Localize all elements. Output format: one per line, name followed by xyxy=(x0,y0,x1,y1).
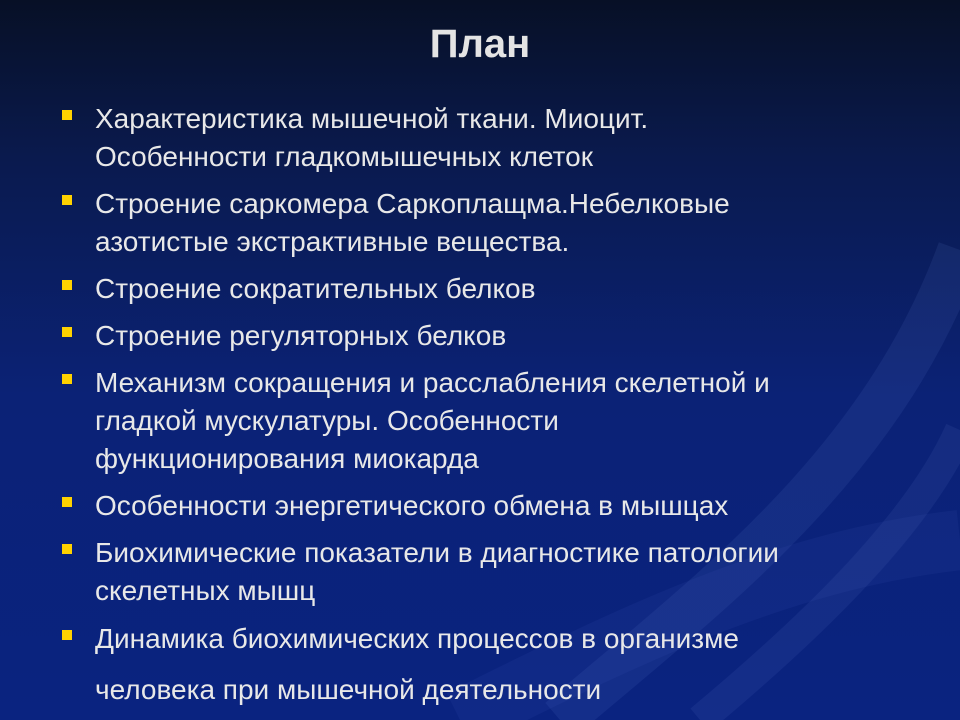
list-item-text: Биохимические показатели в диагностике патологии xyxy=(95,537,779,568)
slide-title: План xyxy=(429,22,531,66)
list-item-text: скелетных мышц xyxy=(95,575,316,606)
list-item-text: гладкой мускулатуры. Особенности xyxy=(95,405,559,436)
bullet-square-icon xyxy=(62,110,72,120)
bullet-square-icon xyxy=(62,544,72,554)
list-item-text: функционирования миокарда xyxy=(95,443,479,474)
list-item-text: человека при мышечной деятельности xyxy=(95,674,602,705)
list-item-text: азотистые экстрактивные вещества. xyxy=(95,226,570,257)
bullet-square-icon xyxy=(62,497,72,507)
list-item xyxy=(58,185,918,261)
list-item xyxy=(58,270,918,308)
bullet-square-icon xyxy=(62,280,72,290)
list-item xyxy=(58,620,918,709)
bullet-square-icon xyxy=(62,327,72,337)
list-item-text: Динамика биохимических процессов в организме xyxy=(95,623,739,654)
list-item xyxy=(58,100,918,176)
list-item-text: Строение саркомера Саркоплащма.Небелковые xyxy=(95,188,730,219)
list-item-text: Строение сократительных белков xyxy=(95,273,536,304)
list-item xyxy=(58,317,918,355)
list-item-text: Особенности гладкомышечных клеток xyxy=(95,141,593,172)
list-item-text: Особенности энергетического обмена в мышцах xyxy=(95,490,729,521)
list-item xyxy=(58,534,918,610)
list-item-text: Строение регуляторных белков xyxy=(95,320,507,351)
list-item-text: Характеристика мышечной ткани. Миоцит. xyxy=(95,103,649,134)
bullet-square-icon xyxy=(62,630,72,640)
bullet-square-icon xyxy=(62,195,72,205)
bullet-square-icon xyxy=(62,374,72,384)
list-item xyxy=(58,487,918,525)
plan-list xyxy=(58,100,918,709)
list-item-text: Механизм сокращения и расслабления скелетной и xyxy=(95,367,770,398)
list-item xyxy=(58,364,918,478)
